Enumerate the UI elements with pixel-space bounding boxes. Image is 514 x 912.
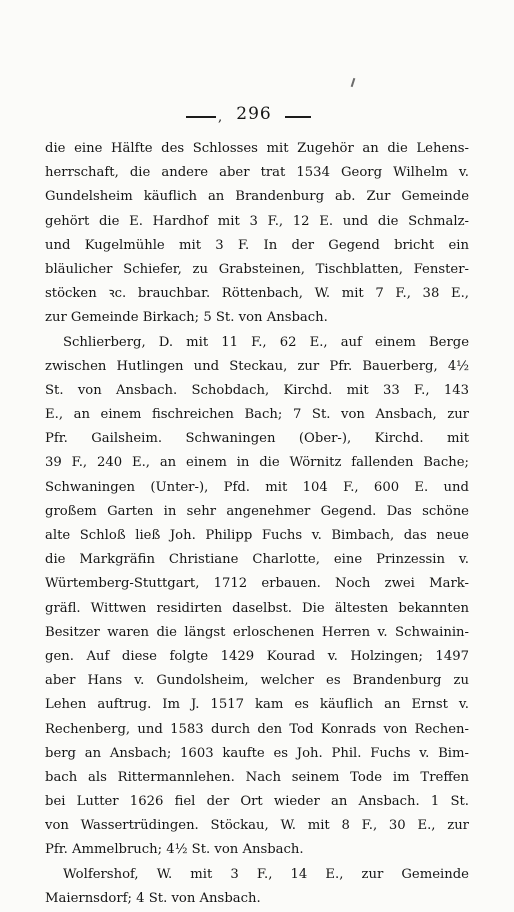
text-line: Lehen auftrug. Im J. 1517 kam es käuflich an Ernst v.: [45, 697, 469, 713]
text-line: die Markgräfin Christiane Charlotte, eine Prinzessin v.: [45, 552, 469, 568]
text-line: Schwaningen (Unter-), Pfd. mit 104 F., 600 E. und: [45, 479, 469, 495]
text-line: herrschaft, die andere aber trat 1534 Georg Wilhelm v.: [45, 165, 469, 181]
text-line: Schlierberg, D. mit 11 F., 62 E., auf einem Berge: [63, 334, 469, 350]
text-line: Maiernsdorf; 4 St. von Ansbach.: [45, 890, 261, 906]
text-line: Gundelsheim käuflich an Brandenburg ab. Zur Gemeinde: [45, 189, 469, 205]
page-body: [45, 137, 469, 911]
header-dash-right: [285, 116, 311, 118]
text-line: großem Garten in sehr angenehmer Gegend. Das schöne: [45, 503, 469, 519]
text-line: zur Gemeinde Birkach; 5 St. von Ansbach.: [45, 310, 328, 326]
text-line: gen. Auf diese folgte 1429 Kourad v. Holzingen; 1497: [45, 648, 469, 664]
header-dash-left: [186, 116, 216, 118]
text-line: stöcken ꝛc. brauchbar. Röttenbach, W. mit 7 F., 38 E.,: [45, 286, 469, 302]
page-header: [0, 104, 514, 130]
text-line: Wolfershof, W. mit 3 F., 14 E., zur Gemeinde: [63, 866, 469, 882]
text-line: alte Schloß ließ Joh. Philipp Fuchs v. Bimbach, das neue: [45, 528, 469, 543]
text-line: Pfr. Ammelbruch; 4½ St. von Ansbach.: [45, 842, 304, 858]
text-line: aber Hans v. Gundolsheim, welcher es Brandenburg zu: [45, 673, 469, 689]
text-line: von Wassertrüdingen. Stöckau, W. mit 8 F., 30 E., zur: [45, 818, 469, 834]
paragraph-2: [45, 331, 469, 863]
text-line: die eine Hälfte des Schlosses mit Zugehör an die Lehens-: [45, 141, 469, 156]
stray-ink-mark: [351, 78, 356, 87]
paragraph-1: [45, 137, 469, 331]
text-line: zwischen Hutlingen und Steckau, zur Pfr. Bauerberg, 4½: [45, 358, 469, 374]
page-number: 296: [236, 104, 272, 124]
header-comma: ,: [218, 110, 223, 125]
text-line: Pfr. Gailsheim. Schwaningen (Ober-), Kirchd. mit: [45, 431, 469, 447]
paragraph-3: [45, 863, 469, 911]
text-line: bei Lutter 1626 fiel der Ort wieder an Ansbach. 1 St.: [45, 794, 469, 810]
text-line: und Kugelmühle mit 3 F. In der Gegend bricht ein: [45, 237, 469, 253]
text-line: bläulicher Schiefer, zu Grabsteinen, Tischblatten, Fenster-: [45, 261, 469, 277]
text-line: Würtemberg-Stuttgart, 1712 erbauen. Noch zwei Mark-: [45, 576, 469, 592]
text-line: 39 F., 240 E., an einem in die Wörnitz fallenden Bache;: [45, 455, 469, 471]
text-line: Rechenberg, und 1583 durch den Tod Konrads von Rechen-: [45, 721, 469, 737]
text-line: gehört die E. Hardhof mit 3 F., 12 E. und die Schmalz-: [45, 213, 469, 229]
text-line: bach als Rittermannlehen. Nach seinem Tode im Treffen: [45, 769, 469, 785]
text-line: St. von Ansbach. Schobdach, Kirchd. mit 33 F., 143: [45, 382, 469, 398]
text-line: Besitzer waren die längst erloschenen Herren v. Schwainin-: [45, 624, 469, 640]
text-line: berg an Ansbach; 1603 kaufte es Joh. Phil. Fuchs v. Bim-: [45, 745, 469, 761]
text-line: E., an einem fischreichen Bach; 7 St. von Ansbach, zur: [45, 407, 469, 423]
text-line: gräfl. Wittwen residirten daselbst. Die ältesten bekannten: [45, 600, 469, 616]
